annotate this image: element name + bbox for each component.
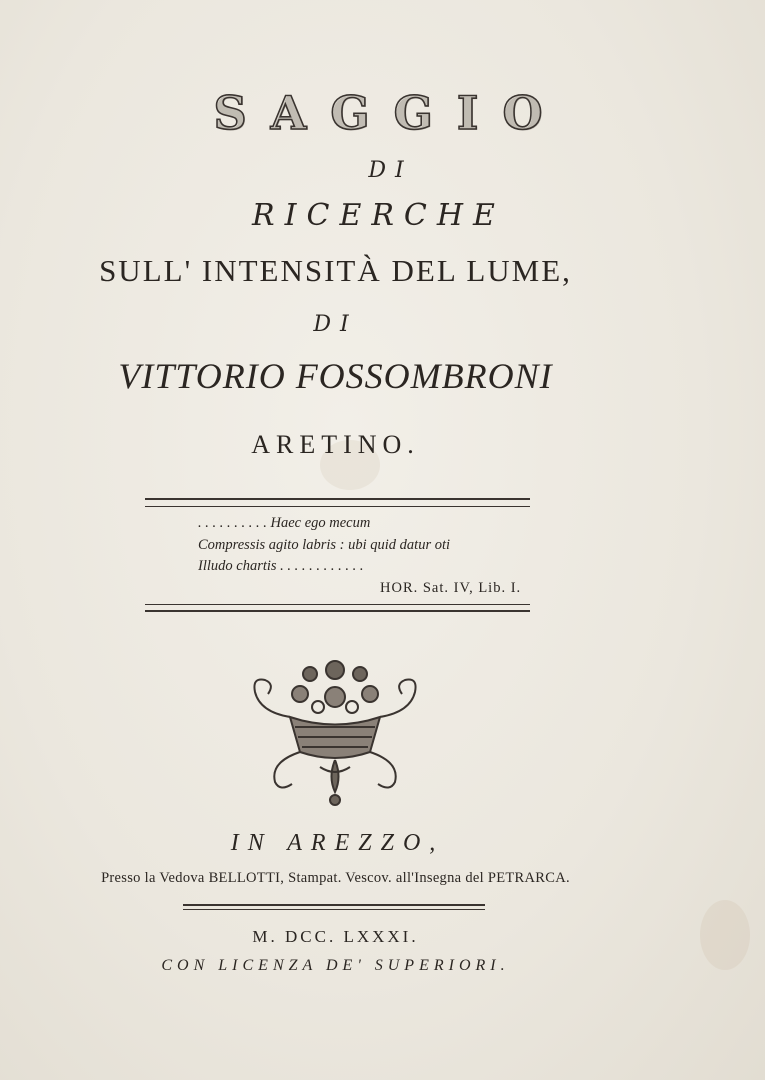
imprint-rule bbox=[183, 904, 485, 910]
epigraph-line-3: Illudo chartis . . . . . . . . . . . . bbox=[198, 558, 364, 574]
double-rule-bottom bbox=[145, 604, 530, 612]
title-di-1: DI bbox=[368, 158, 413, 183]
epigraph-line-2: Compressis agito labris : ubi quid datur oti bbox=[198, 537, 451, 553]
author-origin: ARETINO. bbox=[251, 430, 420, 459]
imprint-license: CON LICENZA DE' SUPERIORI. bbox=[161, 957, 510, 974]
imprint-year: M. DCC. LXXXI. bbox=[252, 927, 419, 946]
title-di-2: DI bbox=[313, 312, 358, 337]
imprint-city: IN AREZZO, bbox=[230, 830, 445, 856]
title-word: SAGGIO bbox=[213, 86, 567, 140]
double-rule-top bbox=[145, 498, 530, 507]
title-subject: SULL' INTENSITÀ DEL LUME, bbox=[99, 253, 572, 288]
author-name: VITTORIO FOSSOMBRONI bbox=[118, 356, 553, 396]
epigraph-citation: HOR. Sat. IV, Lib. I. bbox=[380, 580, 522, 596]
epigraph-line-1: . . . . . . . . . . Haec ego mecum bbox=[198, 515, 371, 531]
title-ricerche: RICERCHE bbox=[252, 198, 505, 233]
flower-basket-ornament-icon bbox=[240, 652, 430, 812]
imprint-printer: Presso la Vedova BELLOTTI, Stampat. Vescov. all'Insegna del PETRARCA. bbox=[101, 870, 570, 886]
